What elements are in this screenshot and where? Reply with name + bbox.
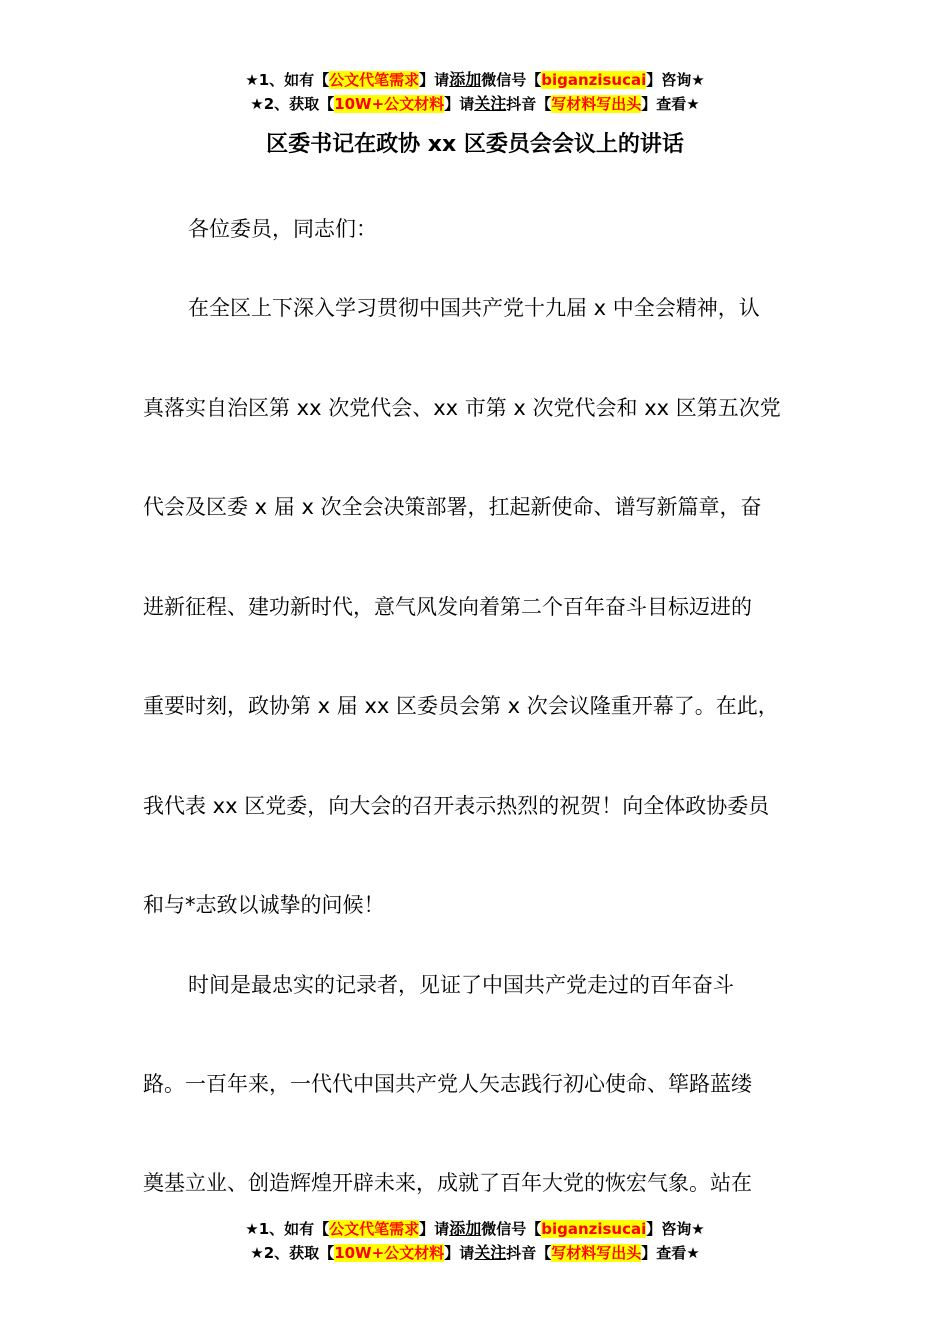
banner-highlight: 公文代笔需求 [329,71,420,89]
banner-text: ★2、获取【 [250,95,335,113]
bottom-banner [0,1217,950,1265]
paragraph-line: 时间是最忠实的记录者，见证了中国共产党走过的百年奋斗 [188,973,734,997]
paragraph-line: 重要时刻，政协第 x 届 xx 区委员会第 x 次会议隆重开幕了。在此， [143,694,779,718]
banner-highlight: 写材料写出头 [551,95,642,113]
banner-line-1 [0,68,950,92]
banner-line-1 [0,1217,950,1241]
banner-text: 】请 [419,71,450,89]
banner-text: ★2、获取【 [250,1244,335,1262]
banner-highlight: 10W+公文材料 [334,95,445,113]
banner-highlight: 写材料写出头 [551,1244,642,1262]
paragraph-line: 代会及区委 x 届 x 次全会决策部署，扛起新使命、谱写新篇章，奋 [143,495,762,519]
banner-text: 】请 [444,95,475,113]
paragraph-line: 奠基立业、创造辉煌开辟未来，成就了百年大党的恢宏气象。站在 [143,1171,752,1195]
banner-text: 】请 [419,1220,450,1238]
banner-text: 微信号【 [481,1220,542,1238]
paragraph-line: 和与*志致以诚挚的问候！ [143,893,385,917]
paragraph-line: 路。一百年来，一代代中国共产党人矢志践行初心使命、筚路蓝缕 [143,1072,752,1096]
paragraph-line: 我代表 xx 区党委，向大会的召开表示热烈的祝贺！向全体政协委员 [143,794,770,818]
banner-text: 抖音【 [506,95,552,113]
banner-text: 】咨询★ [646,71,705,89]
banner-emphasis: 关注 [474,1243,507,1262]
banner-text: 微信号【 [481,71,542,89]
banner-highlight: biganzisucai [541,71,647,89]
banner-text: 】咨询★ [646,1220,705,1238]
banner-highlight: biganzisucai [541,1220,647,1238]
page-title: 区委书记在政协 xx 区委员会会议上的讲话 [266,132,684,157]
banner-line-2 [0,92,950,116]
banner-text: ★1、如有【 [245,71,330,89]
banner-emphasis: 添加 [449,70,482,89]
top-banner [0,68,950,116]
banner-highlight: 10W+公文材料 [334,1244,445,1262]
banner-text: 】请 [444,1244,475,1262]
banner-highlight: 公文代笔需求 [329,1220,420,1238]
banner-text: ★1、如有【 [245,1220,330,1238]
salutation: 各位委员，同志们： [188,217,377,241]
banner-emphasis: 关注 [474,94,507,113]
banner-text: 】查看★ [641,95,700,113]
banner-emphasis: 添加 [449,1219,482,1238]
banner-line-2 [0,1241,950,1265]
banner-text: 抖音【 [506,1244,552,1262]
paragraph-line: 进新征程、建功新时代，意气风发向着第二个百年奋斗目标迈进的 [143,595,752,619]
banner-text: 】查看★ [641,1244,700,1262]
paragraph-line: 真落实自治区第 xx 次党代会、xx 市第 x 次党代会和 xx 区第五次党 [143,396,781,420]
paragraph-line: 在全区上下深入学习贯彻中国共产党十九届 x 中全会精神，认 [188,296,760,320]
